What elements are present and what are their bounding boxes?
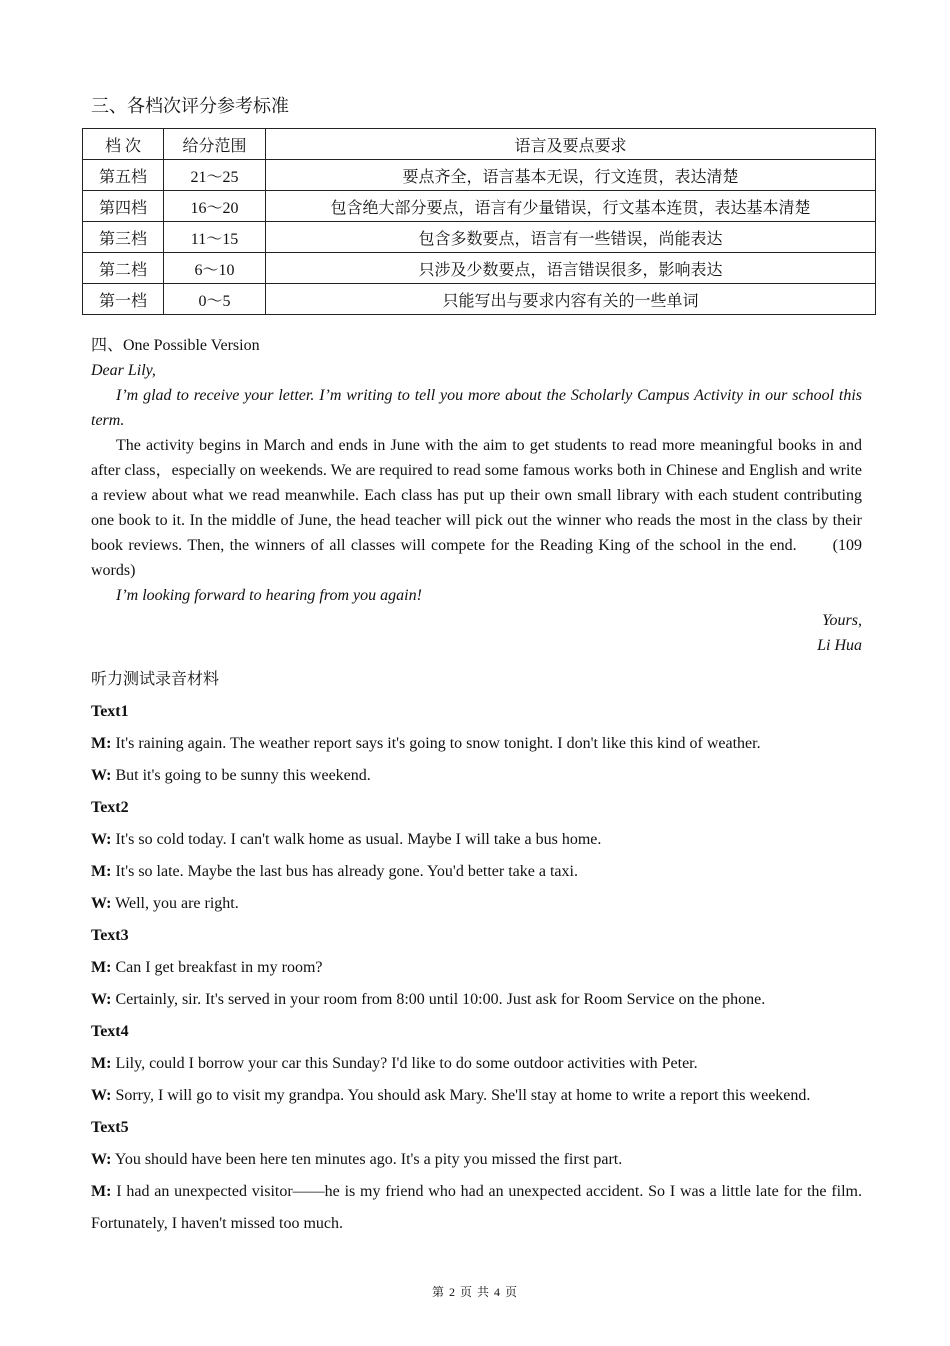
speaker-label: M: <box>91 1055 112 1072</box>
dialogue-line <box>91 1144 862 1176</box>
letter-body-text: The activity begins in March and ends in June with the aim to get students to read more meaningful books in and after class，especially on weekends. We are required to read some famous works both in Chinese and English and write a review about what we read meanwhile. Each class has put up their own small library with each student contributing one book to it. In the middle of June, the head teacher will pick out the winner who reads the most in the class by their book reviews. Then, the winners of all classes will compete for the Reading King of the school in the end. <box>91 437 862 554</box>
section3-title: 三、各档次评分参考标准 <box>91 96 289 116</box>
level-cell: 第三档 <box>83 222 164 253</box>
level-cell: 第四档 <box>83 191 164 222</box>
level-cell: 第一档 <box>83 284 164 315</box>
letter-greeting: Dear Lily, <box>91 362 156 379</box>
requirement-cell: 包含绝大部分要点，语言有少量错误，行文基本连贯，表达基本清楚 <box>266 191 876 222</box>
listening-title: 听力测试录音材料 <box>91 671 220 688</box>
dialogue-text: You should have been here ten minutes ago. It's a pity you missed the first part. <box>111 1151 623 1168</box>
dialogue-line <box>91 952 862 984</box>
level-cell: 第五档 <box>83 160 164 191</box>
page-footer: 第 2 页 共 4 页 <box>431 1285 518 1299</box>
letter-sign-off: Yours, <box>822 612 862 629</box>
header-cell-level: 档 次 <box>83 129 164 160</box>
grading-table <box>82 128 876 315</box>
dialogue-line <box>91 888 862 920</box>
dialogue-line <box>91 760 862 792</box>
dialogue-line <box>91 1080 862 1112</box>
dialogue-line <box>91 984 862 1016</box>
requirement-cell: 包含多数要点，语言有一些错误，尚能表达 <box>266 222 876 253</box>
requirement-cell: 要点齐全，语言基本无误，行文连贯，表达清楚 <box>266 160 876 191</box>
text-label: Text2 <box>91 799 129 816</box>
range-cell: 11～15 <box>164 222 266 253</box>
word-count: (109 words) <box>91 537 862 579</box>
dialogue-line <box>91 824 862 856</box>
range-cell: 16～20 <box>164 191 266 222</box>
table-header-row <box>83 129 876 160</box>
range-cell: 6～10 <box>164 253 266 284</box>
version-heading: 四、One Possible Version <box>91 337 260 354</box>
table-row <box>83 222 876 253</box>
table-row <box>83 191 876 222</box>
speaker-label: W: <box>91 1151 112 1168</box>
speaker-label: W: <box>91 767 112 784</box>
speaker-label: W: <box>91 991 112 1008</box>
letter-body <box>91 433 862 583</box>
speaker-label: W: <box>91 1087 112 1104</box>
level-cell: 第二档 <box>83 253 164 284</box>
requirement-cell: 只涉及少数要点，语言错误很多，影响表达 <box>266 253 876 284</box>
speaker-label: M: <box>91 735 112 752</box>
dialogue-text: Lily, could I borrow your car this Sunday? I'd like to do some outdoor activities with Peter. <box>111 1055 698 1072</box>
dialogue-text: It's so cold today. I can't walk home as usual. Maybe I will take a bus home. <box>111 831 602 848</box>
dialogue-text: Certainly, sir. It's served in your room from 8:00 until 10:00. Just ask for Room Service on the phone. <box>111 991 766 1008</box>
speaker-label: M: <box>91 863 112 880</box>
letter-closing: I’m looking forward to hearing from you again! <box>116 587 422 604</box>
requirement-cell: 只能写出与要求内容有关的一些单词 <box>266 284 876 315</box>
speaker-label: W: <box>91 831 112 848</box>
dialogue-line <box>91 1048 862 1080</box>
dialogue-text: But it's going to be sunny this weekend. <box>111 767 371 784</box>
header-cell-range: 给分范围 <box>164 129 266 160</box>
dialogue-text: It's so late. Maybe the last bus has already gone. You'd better take a taxi. <box>111 863 578 880</box>
text-label: Text5 <box>91 1119 129 1136</box>
header-cell-requirements: 语言及要点要求 <box>266 129 876 160</box>
dialogue-line <box>91 856 862 888</box>
range-cell: 0～5 <box>164 284 266 315</box>
dialogue-line <box>91 728 862 760</box>
dialogue-text: It's raining again. The weather report says it's going to snow tonight. I don't like this kind of weather. <box>111 735 761 752</box>
letter-intro: I’m glad to receive your letter. I’m writing to tell you more about the Scholarly Campus Activity in our school this term. <box>91 387 862 429</box>
possible-version-section <box>91 333 862 658</box>
text-label: Text3 <box>91 927 129 944</box>
range-cell: 21～25 <box>164 160 266 191</box>
letter-signature: Li Hua <box>817 637 862 654</box>
listening-materials-section <box>91 664 862 1240</box>
dialogue-text: I had an unexpected visitor——he is my friend who had an unexpected accident. So I was a little late for the film. Fortunately, I haven't missed too much. <box>91 1183 862 1232</box>
dialogue-line <box>91 1176 862 1240</box>
speaker-label: W: <box>91 895 112 912</box>
text-label: Text4 <box>91 1023 129 1040</box>
text-label: Text1 <box>91 703 129 720</box>
table-row <box>83 284 876 315</box>
speaker-label: M: <box>91 1183 112 1200</box>
table-row <box>83 160 876 191</box>
dialogue-text: Can I get breakfast in my room? <box>111 959 323 976</box>
dialogue-text: Well, you are right. <box>111 895 239 912</box>
dialogue-text: Sorry, I will go to visit my grandpa. You should ask Mary. She'll stay at home to write a report this weekend. <box>111 1087 811 1104</box>
table-row <box>83 253 876 284</box>
speaker-label: M: <box>91 959 112 976</box>
